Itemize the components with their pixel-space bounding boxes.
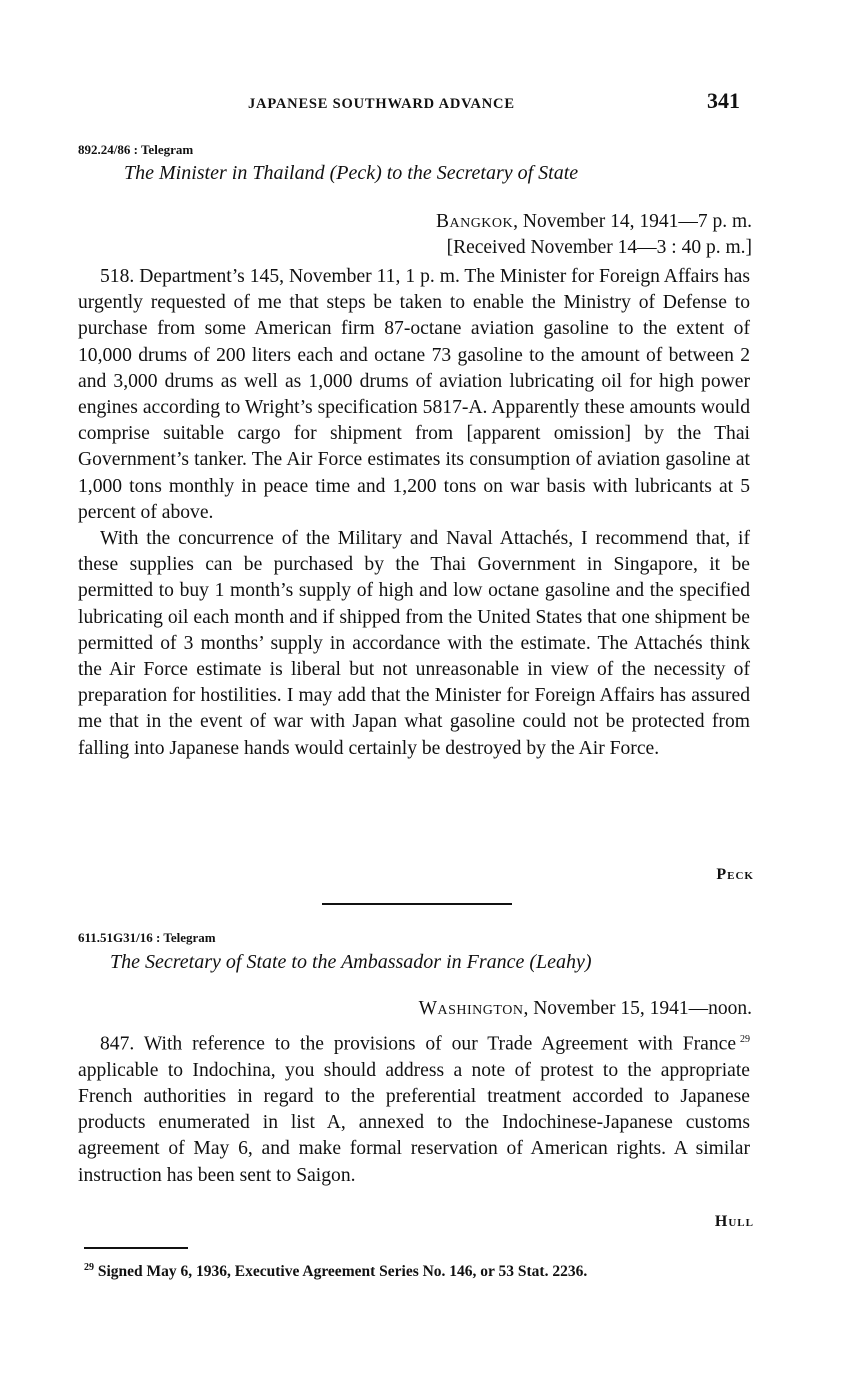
doc2-body bbox=[78, 1027, 750, 1189]
running-head bbox=[78, 88, 754, 118]
page-number: 341 bbox=[707, 88, 740, 113]
doc1-date-place: Bangkok bbox=[435, 211, 514, 232]
doc1-received: [Received November 14—3 : 40 p. m.] bbox=[446, 237, 752, 258]
doc2-paragraph bbox=[78, 1027, 750, 1189]
section-divider bbox=[322, 903, 512, 905]
doc1-paragraph-2: With the concurrence of the Military and Naval Attachés, I recommend that, if these supplies can be purchased by the Thai Government in Singapore, it be permitted to buy 1 month’s supply of high and low octane gasoline and the specified lubricating oil each month and if shipped from the United States that one shipment be permitted of 3 months’ supply in accordance with the estimate. The Attachés think the Air Force estimate is liberal but not unreasonable in view of the necessity of preparation for hostilities. I may add that the Minister for Foreign Affairs has assured me that in the event of war with Japan what gasoline could not be protected from falling into Japanese hands would certainly be destroyed by the Air Force. bbox=[78, 528, 750, 759]
footnote-mark: 29 bbox=[84, 1262, 94, 1273]
doc2-dateline bbox=[419, 996, 752, 1022]
doc1-date-line bbox=[436, 209, 752, 235]
doc1-date-text: , November 14, 1941—7 p. m. bbox=[513, 211, 752, 232]
doc2-date-text: , November 15, 1941—noon. bbox=[523, 998, 752, 1019]
doc2-date-place: Washington bbox=[418, 998, 524, 1019]
footnote-reference[interactable]: 29 bbox=[740, 1034, 750, 1045]
doc2-paragraph-rest: applicable to Indochina, you should address a note of protest to the appropriate French authorities in regard to the preferential treatment accorded to Japanese products enumerated in list A, annexed to the Indochinese-Japanese customs agreement of May 6, and make formal reservation of American rights. A similar instruction has been sent to Saigon. bbox=[78, 1059, 750, 1186]
doc2-title: The Secretary of State to the Ambassador in France (Leahy) bbox=[110, 951, 592, 973]
doc1-signature: Peck bbox=[716, 866, 754, 883]
doc1-title: The Minister in Thailand (Peck) to the Secretary of State bbox=[124, 162, 579, 184]
footnote-rule bbox=[84, 1247, 188, 1249]
footnote bbox=[84, 1262, 587, 1281]
footnote-text: Signed May 6, 1936, Executive Agreement Series No. 146, or 53 Stat. 2236. bbox=[94, 1263, 588, 1281]
doc1-dateline bbox=[436, 209, 752, 261]
doc2-paragraph-start: 847. With reference to the provisions of our Trade Agreement with France bbox=[100, 1033, 737, 1055]
doc1-paragraph-1: 518. Department’s 145, November 11, 1 p. m. The Minister for Foreign Affairs has urgently requested of me that steps be taken to enable the Ministry of Defense to purchase from some American firm 87-octane aviation gasoline to the extent of 10,000 drums of 200 liters each and octane 73 gasoline to the amount of between 2 and 3,000 drums as well as 1,000 drums of aviation lubricating oil for high power engines according to Wright’s specification 5817-A. Apparently these amounts would comprise suitable cargo for shipment from [apparent omission] by the Thai Government’s tanker. The Air Force estimates its consumption of aviation gasoline at 1,000 tons monthly in peace time and 1,200 tons on war basis with lubricants at 5 percent of above. bbox=[78, 266, 750, 523]
running-title: JAPANESE SOUTHWARD ADVANCE bbox=[248, 96, 515, 112]
doc2-file-ref: 611.51G31/16 : Telegram bbox=[78, 930, 216, 945]
doc1-body bbox=[78, 264, 750, 762]
doc1-file-ref: 892.24/86 : Telegram bbox=[78, 142, 194, 157]
doc2-signature: Hull bbox=[714, 1213, 754, 1230]
